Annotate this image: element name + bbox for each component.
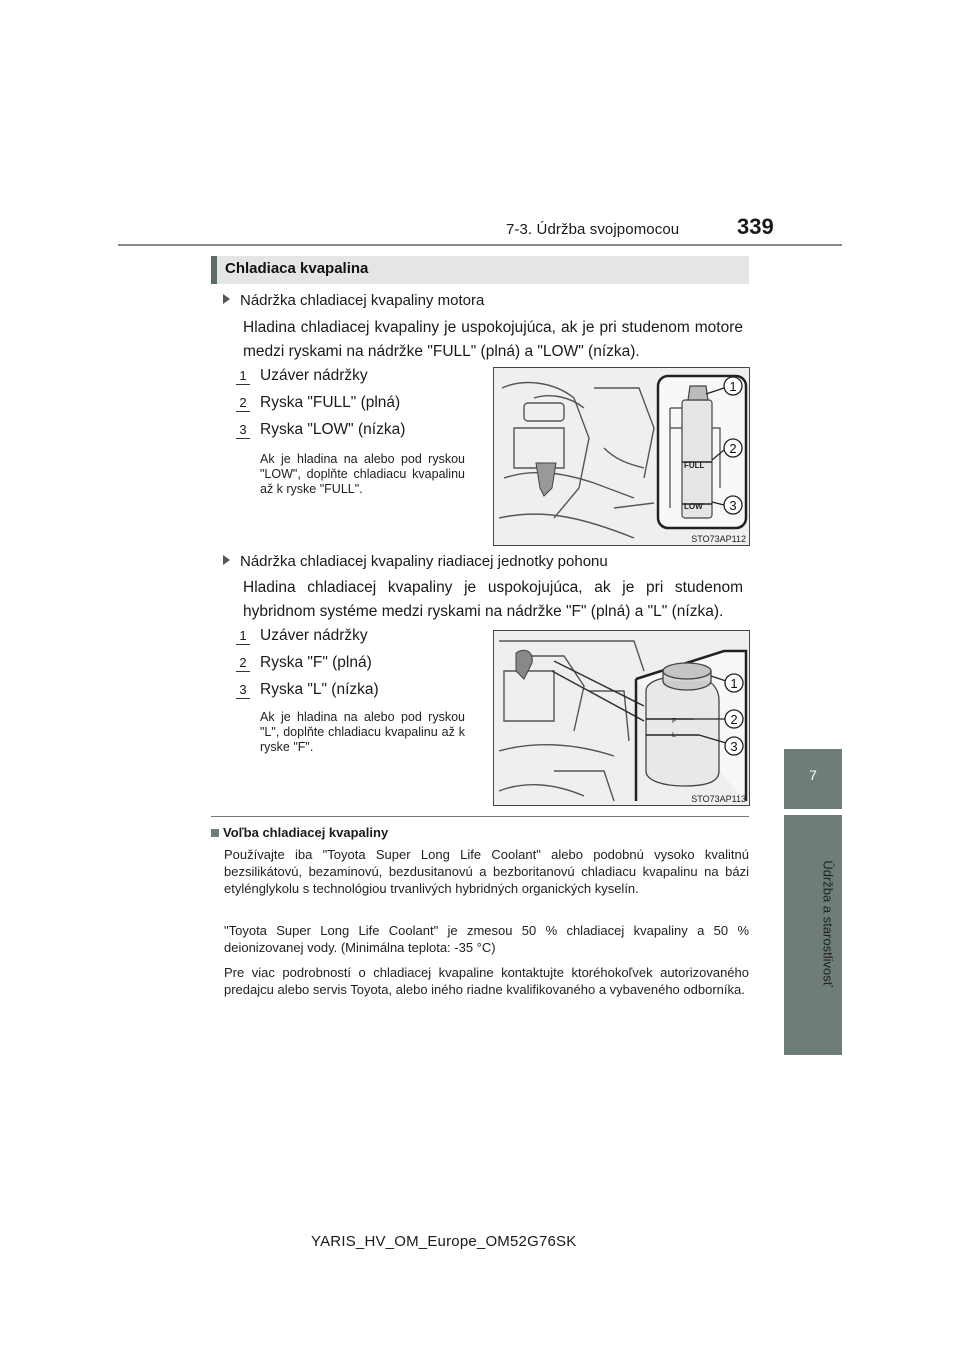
section-heading xyxy=(211,256,749,284)
legend-item-2 xyxy=(236,394,400,412)
section-heading-marker xyxy=(211,256,217,284)
square-bullet-icon xyxy=(211,829,219,837)
section-heading-text: Chladiaca kvapalina xyxy=(225,260,369,277)
legend-label: Ryska "F" (plná) xyxy=(260,654,372,671)
figure-mark-low: LOW xyxy=(684,502,703,511)
paragraph-engine-level: Hladina chladiacej kvapaliny je uspokojujúca, ak je pri studenom motore medzi ryskami na nádržke "FULL" (plná) a "LOW" (nízka). xyxy=(243,319,743,360)
subsection-heading xyxy=(211,825,388,840)
note-engine: Ak je hladina na alebo pod ryskou "LOW", doplňte chladiacu kvapalinu až k ryske "FULL". xyxy=(260,452,465,496)
figure-pcu-reservoir xyxy=(493,630,750,806)
legend-number: 2 xyxy=(236,655,250,672)
legend-label: Ryska "FULL" (plná) xyxy=(260,394,401,411)
bullet-triangle-icon xyxy=(223,294,230,304)
section-header: 7-3. Údržba svojpomocou xyxy=(506,221,680,238)
legend-number: 2 xyxy=(236,395,250,412)
legend-number: 3 xyxy=(236,682,250,699)
legend-label: Uzáver nádržky xyxy=(260,367,368,384)
bullet-engine-reservoir xyxy=(223,292,484,309)
bullet-text: Nádržka chladiacej kvapaliny motora xyxy=(240,292,485,309)
paragraph-coolant-mix: "Toyota Super Long Life Coolant" je zmesou 50 % chladiacej kvapaliny a 50 % deionizovanej vody. (Minimálna teplota: -35 °C) xyxy=(224,923,749,955)
legend-item-1 xyxy=(236,367,368,385)
figure-callout-2: 2 xyxy=(730,712,738,727)
document-code: YARIS_HV_OM_Europe_OM52G76SK xyxy=(311,1233,577,1250)
figure-callout-3: 3 xyxy=(730,739,738,754)
figure-mark-f: F xyxy=(672,718,677,725)
paragraph-pcu-level: Hladina chladiacej kvapaliny je uspokojujúca, ak je pri studenom hybridnom systéme medzi ryskami na nádržke "F" (plná) a "L" (nízka). xyxy=(243,579,743,620)
legend-label: Uzáver nádržky xyxy=(260,627,368,644)
legend-label: Ryska "LOW" (nízka) xyxy=(260,421,406,438)
legend-label: Ryska "L" (nízka) xyxy=(260,681,379,698)
subsection-title: Voľba chladiacej kvapaliny xyxy=(223,825,389,840)
bullet-pcu-reservoir xyxy=(223,553,608,570)
legend-item-1 xyxy=(236,627,368,645)
header-divider xyxy=(118,244,842,246)
figure-mark-full: FULL xyxy=(684,461,705,470)
figure-callout-2: 2 xyxy=(729,441,737,456)
chapter-label: Údržba a starostlivosť xyxy=(820,860,836,987)
figure-mark-l: L xyxy=(672,732,676,739)
figure-engine-reservoir xyxy=(493,367,750,546)
legend-number: 1 xyxy=(236,628,250,645)
paragraph-coolant-type: Používajte iba "Toyota Super Long Life Coolant" alebo podobnú vysoko kvalitnú bezsilikátovú, bezaminovú, bezdusitanovú a bezboritanovú chladiacu kvapalinu na bázi etylénglykolu s technológiou trvanlivých hybridných organických kyselín. xyxy=(224,847,749,896)
page-number: 339 xyxy=(737,214,774,239)
legend-item-2 xyxy=(236,654,372,672)
figure-callout-1: 1 xyxy=(729,379,737,394)
subsection-divider xyxy=(211,816,749,817)
note-pcu: Ak je hladina na alebo pod ryskou "L", doplňte chladiacu kvapalinu až k ryske "F". xyxy=(260,710,465,754)
figure-code: STO73AP112 xyxy=(691,534,746,544)
legend-number: 1 xyxy=(236,368,250,385)
legend-number: 3 xyxy=(236,422,250,439)
figure-code: STO73AP113 xyxy=(691,794,746,804)
bullet-triangle-icon xyxy=(223,555,230,565)
bullet-text: Nádržka chladiacej kvapaliny riadiacej jednotky pohonu xyxy=(240,553,608,570)
figure-callout-1: 1 xyxy=(730,676,738,691)
chapter-tab: 7 xyxy=(784,749,842,809)
figure-callout-3: 3 xyxy=(729,498,737,513)
legend-item-3 xyxy=(236,421,405,439)
legend-item-3 xyxy=(236,681,379,699)
paragraph-coolant-contact: Pre viac podrobností o chladiacej kvapaline kontaktujte ktoréhokoľvek autorizovaného predajcu alebo servis Toyota, alebo iného riadne kvalifikovaného a vybaveného odborníka. xyxy=(224,965,749,997)
